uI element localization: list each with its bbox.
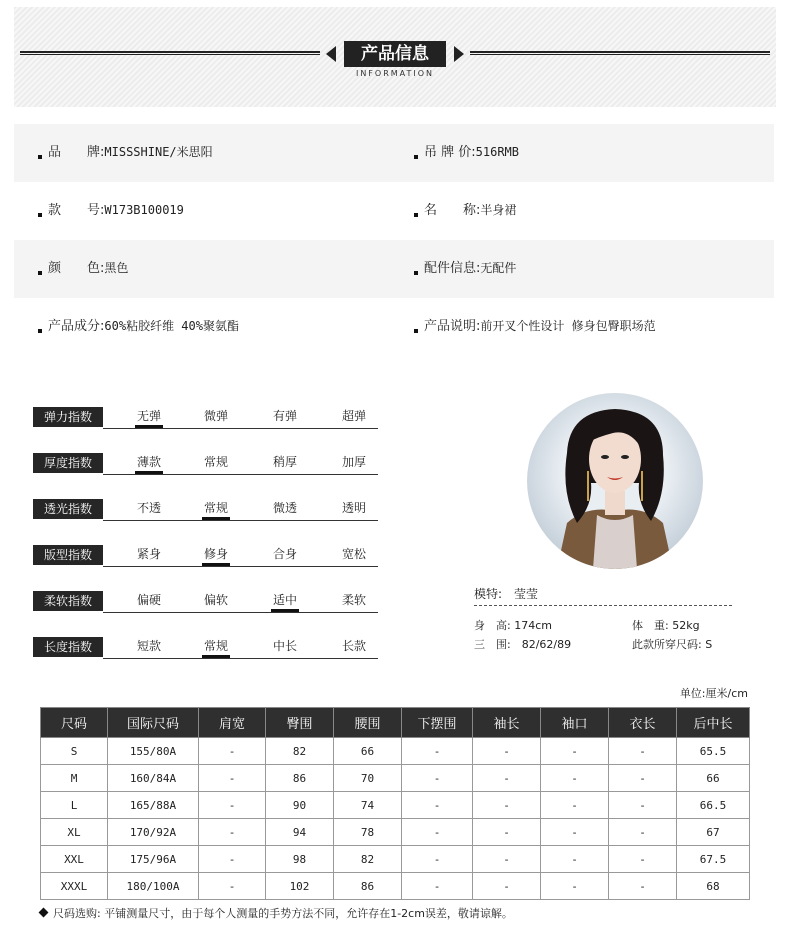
size-note-text: 尺码选购: 平铺测量尺寸，由于每个人测量的手势方法不同，允许存在1-2cm误差，敬请谅解。 bbox=[53, 907, 513, 920]
info-label: 品 牌: bbox=[48, 145, 105, 160]
table-cell: - bbox=[199, 738, 266, 765]
index-option: 稍厚 bbox=[272, 455, 297, 469]
index-option: 加厚 bbox=[341, 455, 366, 469]
index-option: 常规 bbox=[203, 639, 228, 653]
index-label: 版型指数 bbox=[33, 545, 103, 565]
info-left-cell bbox=[38, 298, 239, 355]
size-table-header bbox=[41, 708, 750, 738]
table-cell: XXXL bbox=[41, 873, 108, 900]
index-option: 透明 bbox=[341, 501, 366, 515]
square-bullet-icon bbox=[38, 155, 42, 159]
info-left-cell bbox=[38, 240, 128, 297]
ribbon-right-triangle bbox=[454, 46, 464, 62]
index-label: 透光指数 bbox=[33, 499, 103, 519]
table-cell: - bbox=[541, 792, 609, 819]
table-cell: - bbox=[199, 819, 266, 846]
table-cell: 160/84A bbox=[108, 765, 199, 792]
table-cell: - bbox=[609, 738, 677, 765]
header-rule-right bbox=[470, 51, 770, 55]
index-option: 薄款 bbox=[136, 455, 161, 469]
index-selected-marker bbox=[271, 609, 299, 612]
info-row bbox=[14, 298, 774, 356]
table-cell: 90 bbox=[266, 792, 334, 819]
size-table-header-cell: 腰围 bbox=[334, 708, 402, 738]
index-row bbox=[33, 589, 378, 635]
table-cell: 66 bbox=[677, 765, 750, 792]
table-cell: - bbox=[609, 819, 677, 846]
table-cell: - bbox=[473, 765, 541, 792]
table-row bbox=[41, 765, 750, 792]
table-cell: 170/92A bbox=[108, 819, 199, 846]
info-label: 吊 牌 价: bbox=[424, 145, 476, 160]
table-row bbox=[41, 819, 750, 846]
info-left-cell bbox=[38, 124, 213, 181]
index-option: 不透 bbox=[136, 501, 161, 515]
info-right-cell bbox=[414, 124, 519, 181]
info-value: 无配件 bbox=[480, 261, 517, 275]
index-option: 常规 bbox=[203, 455, 228, 469]
index-option: 合身 bbox=[272, 547, 297, 561]
model-height: 身 高: 174cm bbox=[474, 619, 552, 632]
index-selected-marker bbox=[202, 563, 230, 566]
table-cell: 67.5 bbox=[677, 846, 750, 873]
table-cell: - bbox=[199, 846, 266, 873]
ribbon-left-triangle bbox=[326, 46, 336, 62]
info-value: 半身裙 bbox=[480, 203, 517, 217]
table-row bbox=[41, 873, 750, 900]
index-row bbox=[33, 451, 378, 497]
table-cell: 65.5 bbox=[677, 738, 750, 765]
table-cell: - bbox=[609, 765, 677, 792]
table-row bbox=[41, 738, 750, 765]
table-cell: 78 bbox=[334, 819, 402, 846]
index-selected-marker bbox=[135, 425, 163, 428]
table-cell: - bbox=[541, 738, 609, 765]
info-value: 60%粘胶纤维 40%聚氨酯 bbox=[104, 319, 239, 333]
size-note bbox=[40, 905, 513, 921]
index-baseline bbox=[103, 474, 378, 475]
index-row bbox=[33, 543, 378, 589]
table-cell: 68 bbox=[677, 873, 750, 900]
size-table-header-cell: 后中长 bbox=[677, 708, 750, 738]
index-row bbox=[33, 635, 378, 681]
diamond-bullet-icon bbox=[39, 908, 49, 918]
table-cell: - bbox=[199, 765, 266, 792]
table-row bbox=[41, 846, 750, 873]
info-label: 名 称: bbox=[424, 203, 481, 218]
index-label: 长度指数 bbox=[33, 637, 103, 657]
table-cell: - bbox=[609, 873, 677, 900]
table-cell: 98 bbox=[266, 846, 334, 873]
index-option: 有弹 bbox=[272, 409, 297, 423]
index-option: 无弹 bbox=[136, 409, 161, 423]
index-label: 厚度指数 bbox=[33, 453, 103, 473]
info-right-cell bbox=[414, 240, 516, 297]
table-cell: - bbox=[473, 819, 541, 846]
index-option: 偏软 bbox=[203, 593, 228, 607]
index-baseline bbox=[103, 612, 378, 613]
table-cell: 66 bbox=[334, 738, 402, 765]
table-cell: 70 bbox=[334, 765, 402, 792]
table-cell: - bbox=[473, 873, 541, 900]
info-right-cell bbox=[414, 298, 656, 355]
size-table-header-cell: 袖长 bbox=[473, 708, 541, 738]
index-baseline bbox=[103, 520, 378, 521]
model-size-worn: 此款所穿尺码: S bbox=[632, 638, 713, 651]
table-cell: - bbox=[402, 792, 473, 819]
index-option: 紧身 bbox=[136, 547, 161, 561]
table-cell: M bbox=[41, 765, 108, 792]
table-cell: 86 bbox=[266, 765, 334, 792]
table-cell: 82 bbox=[266, 738, 334, 765]
index-row bbox=[33, 497, 378, 543]
info-left-cell bbox=[38, 182, 184, 239]
index-option: 短款 bbox=[136, 639, 161, 653]
info-value: 黑色 bbox=[104, 261, 129, 275]
index-label: 弹力指数 bbox=[33, 407, 103, 427]
index-row bbox=[33, 405, 378, 451]
table-cell: - bbox=[541, 846, 609, 873]
table-cell: - bbox=[199, 873, 266, 900]
table-cell: - bbox=[199, 792, 266, 819]
index-option: 偏硬 bbox=[136, 593, 161, 607]
index-option: 柔软 bbox=[341, 593, 366, 607]
info-right-cell bbox=[414, 182, 516, 239]
table-row bbox=[41, 792, 750, 819]
table-cell: - bbox=[541, 765, 609, 792]
model-name: 模特: 莹莹 bbox=[474, 587, 539, 601]
table-cell: - bbox=[402, 873, 473, 900]
index-baseline bbox=[103, 658, 378, 659]
size-unit: 单位:厘米/cm bbox=[679, 687, 748, 700]
table-cell: - bbox=[402, 738, 473, 765]
header-rule-left bbox=[20, 51, 320, 55]
info-value: MISSSHINE/米思阳 bbox=[104, 145, 213, 159]
header-title: 产品信息 bbox=[344, 41, 446, 67]
table-cell: XL bbox=[41, 819, 108, 846]
table-cell: L bbox=[41, 792, 108, 819]
table-cell: - bbox=[402, 846, 473, 873]
header-subtitle: INFORMATION bbox=[355, 69, 435, 78]
table-cell: - bbox=[473, 738, 541, 765]
info-row bbox=[14, 124, 774, 182]
info-label: 款 号: bbox=[48, 203, 105, 218]
size-table-header-cell: 尺码 bbox=[41, 708, 108, 738]
square-bullet-icon bbox=[414, 155, 418, 159]
square-bullet-icon bbox=[414, 329, 418, 333]
header-ribbon bbox=[320, 41, 470, 67]
table-cell: 86 bbox=[334, 873, 402, 900]
index-option: 适中 bbox=[272, 593, 297, 607]
table-cell: S bbox=[41, 738, 108, 765]
info-label: 配件信息: bbox=[424, 261, 481, 276]
info-value: 516RMB bbox=[475, 145, 520, 159]
table-cell: - bbox=[402, 765, 473, 792]
table-cell: 165/88A bbox=[108, 792, 199, 819]
table-cell: 180/100A bbox=[108, 873, 199, 900]
index-option: 常规 bbox=[203, 501, 228, 515]
size-table bbox=[40, 707, 750, 900]
table-cell: - bbox=[609, 792, 677, 819]
index-option: 微透 bbox=[272, 501, 297, 515]
index-selected-marker bbox=[202, 655, 230, 658]
index-option: 微弹 bbox=[203, 409, 228, 423]
product-info bbox=[14, 124, 774, 356]
info-row bbox=[14, 240, 774, 298]
model-weight: 体 重: 52kg bbox=[632, 619, 700, 632]
size-table-header-cell: 肩宽 bbox=[199, 708, 266, 738]
square-bullet-icon bbox=[38, 271, 42, 275]
square-bullet-icon bbox=[38, 329, 42, 333]
square-bullet-icon bbox=[414, 271, 418, 275]
size-table-header-cell: 臀围 bbox=[266, 708, 334, 738]
index-option: 中长 bbox=[272, 639, 297, 653]
table-cell: - bbox=[541, 819, 609, 846]
size-table-header-cell: 衣长 bbox=[609, 708, 677, 738]
index-baseline bbox=[103, 428, 378, 429]
square-bullet-icon bbox=[414, 213, 418, 217]
index-label: 柔软指数 bbox=[33, 591, 103, 611]
info-value: 前开叉个性设计 修身包臀职场范 bbox=[480, 319, 656, 333]
table-cell: XXL bbox=[41, 846, 108, 873]
model-illustration bbox=[527, 393, 703, 569]
table-cell: 66.5 bbox=[677, 792, 750, 819]
size-table-header-cell: 国际尺码 bbox=[108, 708, 199, 738]
table-cell: - bbox=[473, 792, 541, 819]
index-option: 超弹 bbox=[341, 409, 366, 423]
table-cell: 82 bbox=[334, 846, 402, 873]
info-row bbox=[14, 182, 774, 240]
table-cell: - bbox=[473, 846, 541, 873]
table-cell: 94 bbox=[266, 819, 334, 846]
fabric-indices bbox=[33, 405, 378, 681]
index-selected-marker bbox=[135, 471, 163, 474]
model-divider bbox=[474, 605, 732, 606]
table-cell: - bbox=[609, 846, 677, 873]
model-measurements: 三 围: 82/62/89 bbox=[474, 638, 572, 651]
index-selected-marker bbox=[202, 517, 230, 520]
info-label: 颜 色: bbox=[48, 261, 105, 276]
table-cell: - bbox=[402, 819, 473, 846]
index-option: 宽松 bbox=[341, 547, 366, 561]
table-cell: 175/96A bbox=[108, 846, 199, 873]
size-table-header-cell: 袖口 bbox=[541, 708, 609, 738]
header-banner bbox=[14, 7, 776, 107]
index-option: 长款 bbox=[341, 639, 366, 653]
table-cell: 74 bbox=[334, 792, 402, 819]
table-cell: 67 bbox=[677, 819, 750, 846]
size-table-header-cell: 下摆围 bbox=[402, 708, 473, 738]
index-option: 修身 bbox=[203, 547, 228, 561]
table-cell: - bbox=[541, 873, 609, 900]
info-value: W173B100019 bbox=[104, 203, 184, 217]
info-label: 产品说明: bbox=[424, 319, 481, 334]
table-cell: 155/80A bbox=[108, 738, 199, 765]
square-bullet-icon bbox=[38, 213, 42, 217]
index-baseline bbox=[103, 566, 378, 567]
model-photo bbox=[527, 393, 703, 569]
info-label: 产品成分: bbox=[48, 319, 105, 334]
table-cell: 102 bbox=[266, 873, 334, 900]
